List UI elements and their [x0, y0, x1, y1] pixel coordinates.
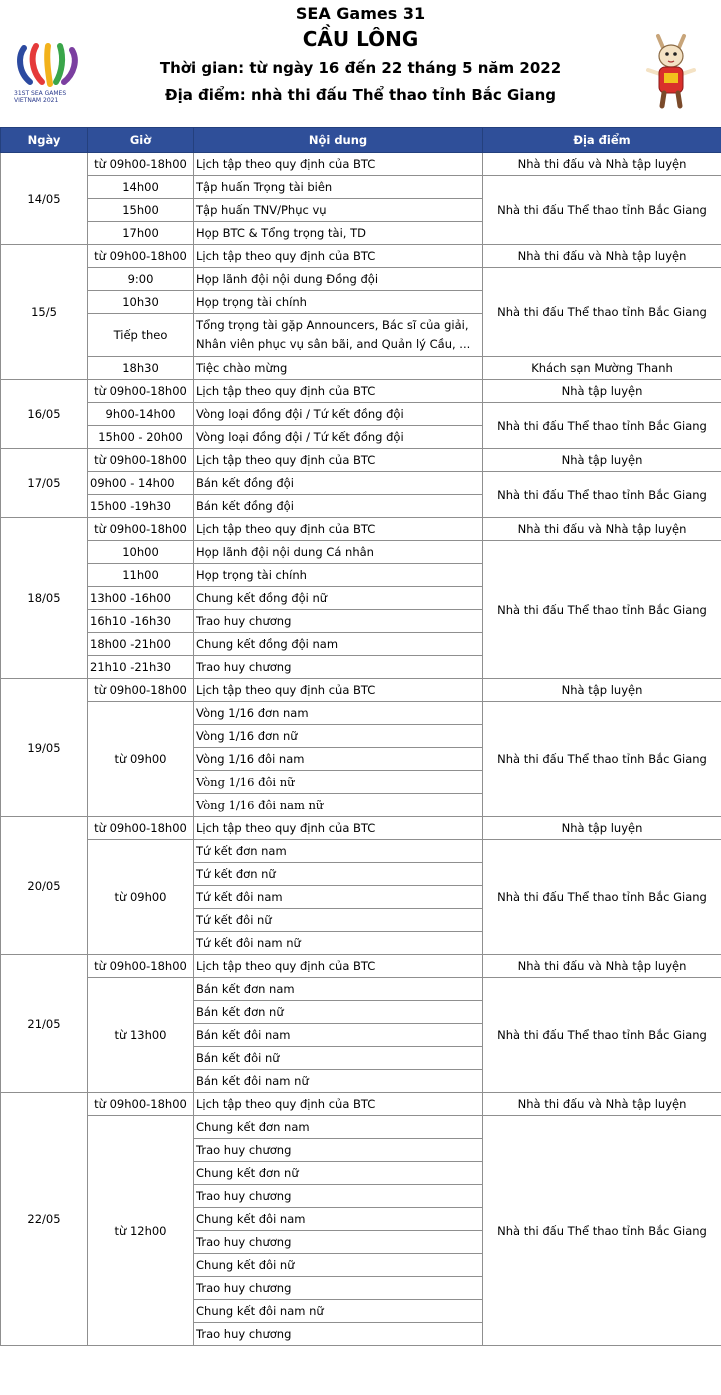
- content-cell: Chung kết đôi nữ: [194, 1254, 483, 1277]
- day-cell: 17/05: [1, 449, 88, 518]
- content-cell: Tứ kết đơn nam: [194, 840, 483, 863]
- content-cell: Chung kết đơn nữ: [194, 1162, 483, 1185]
- table-row: [1, 1116, 721, 1139]
- schedule-table: [0, 127, 721, 1346]
- event-title: SEA Games 31: [295, 4, 426, 23]
- content-cell: Trao huy chương: [194, 1323, 483, 1346]
- content-cell: Chung kết đồng đội nam: [194, 633, 483, 656]
- time-cell: từ 09h00: [88, 702, 194, 817]
- time-cell: từ 12h00: [88, 1116, 194, 1346]
- venue-cell: Nhà tập luyện: [483, 449, 721, 472]
- time-cell: từ 09h00-18h00: [88, 955, 194, 978]
- time-cell: từ 09h00-18h00: [88, 380, 194, 403]
- content-cell: Lịch tập theo quy định của BTC: [194, 245, 483, 268]
- time-cell: 18h00 -21h00: [88, 633, 194, 656]
- content-cell: Bán kết đơn nam: [194, 978, 483, 1001]
- venue-cell: Nhà thi đấu và Nhà tập luyện: [483, 1093, 721, 1116]
- day-cell: 19/05: [1, 679, 88, 817]
- sea-games-logo: [14, 42, 84, 114]
- venue-cell: Nhà thi đấu Thể thao tỉnh Bắc Giang: [483, 472, 721, 518]
- content-cell: Tứ kết đôi nam nữ: [194, 932, 483, 955]
- table-row: [1, 380, 721, 403]
- content-cell: Vòng 1/16 đơn nam: [194, 702, 483, 725]
- table-row: [1, 679, 721, 702]
- content-cell: Lịch tập theo quy định của BTC: [194, 449, 483, 472]
- time-cell: từ 09h00-18h00: [88, 817, 194, 840]
- venue-cell: Nhà thi đấu Thể thao tỉnh Bắc Giang: [483, 268, 721, 357]
- table-row: [1, 472, 721, 495]
- content-cell: Lịch tập theo quy định của BTC: [194, 955, 483, 978]
- time-cell: 9:00: [88, 268, 194, 291]
- table-row: [1, 153, 721, 176]
- content-cell: Họp lãnh đội nội dung Cá nhân: [194, 541, 483, 564]
- content-cell: Vòng loại đồng đội / Tứ kết đồng đội: [194, 403, 483, 426]
- content-cell: Tiệc chào mừng: [194, 357, 483, 380]
- time-cell: 14h00: [88, 176, 194, 199]
- time-cell: 13h00 -16h00: [88, 587, 194, 610]
- content-cell: Họp BTC & Tổng trọng tài, TD: [194, 222, 483, 245]
- table-row: [1, 403, 721, 426]
- table-row: [1, 817, 721, 840]
- sport-title: CẦU LÔNG: [302, 27, 419, 51]
- venue-cell: Khách sạn Mường Thanh: [483, 357, 721, 380]
- content-cell: Họp trọng tài chính: [194, 291, 483, 314]
- time-cell: từ 09h00: [88, 840, 194, 955]
- content-cell: Tập huấn TNV/Phục vụ: [194, 199, 483, 222]
- table-header-row: [1, 128, 721, 153]
- content-cell: Trao huy chương: [194, 1139, 483, 1162]
- time-cell: từ 09h00-18h00: [88, 245, 194, 268]
- table-row: [1, 357, 721, 380]
- time-cell: 10h00: [88, 541, 194, 564]
- content-cell: Lịch tập theo quy định của BTC: [194, 817, 483, 840]
- venue-cell: Nhà tập luyện: [483, 380, 721, 403]
- day-cell: 15/5: [1, 245, 88, 380]
- day-cell: 18/05: [1, 518, 88, 679]
- time-cell: 21h10 -21h30: [88, 656, 194, 679]
- content-cell: Trao huy chương: [194, 1277, 483, 1300]
- content-cell: Tứ kết đơn nữ: [194, 863, 483, 886]
- time-cell: Tiếp theo: [88, 314, 194, 357]
- table-row: [1, 702, 721, 725]
- table-row: [1, 518, 721, 541]
- goat-mascot-image: [640, 30, 702, 112]
- content-cell: Trao huy chương: [194, 1231, 483, 1254]
- content-cell: Lịch tập theo quy định của BTC: [194, 380, 483, 403]
- content-cell: Trao huy chương: [194, 656, 483, 679]
- venue-cell: Nhà thi đấu Thể thao tỉnh Bắc Giang: [483, 541, 721, 679]
- content-cell: Bán kết đôi nam: [194, 1024, 483, 1047]
- time-line: Thời gian: từ ngày 16 đến 22 tháng 5 năm 2022: [159, 59, 562, 77]
- time-cell: 09h00 - 14h00: [88, 472, 194, 495]
- time-cell: 11h00: [88, 564, 194, 587]
- column-header-time: Giờ: [88, 128, 194, 153]
- content-cell: Lịch tập theo quy định của BTC: [194, 679, 483, 702]
- content-cell: Vòng 1/16 đôi nữ: [194, 771, 483, 794]
- table-row: [1, 840, 721, 863]
- time-cell: 15h00: [88, 199, 194, 222]
- venue-cell: Nhà thi đấu Thể thao tỉnh Bắc Giang: [483, 840, 721, 955]
- table-row: [1, 955, 721, 978]
- content-cell: Tứ kết đôi nữ: [194, 909, 483, 932]
- content-cell: Tập huấn Trọng tài biên: [194, 176, 483, 199]
- logo-text-line-1: 31ST SEA GAMES: [14, 90, 67, 97]
- time-cell: từ 09h00-18h00: [88, 1093, 194, 1116]
- table-row: [1, 449, 721, 472]
- content-cell: Bán kết đôi nữ: [194, 1047, 483, 1070]
- time-cell: từ 09h00-18h00: [88, 518, 194, 541]
- day-cell: 22/05: [1, 1093, 88, 1346]
- day-cell: 16/05: [1, 380, 88, 449]
- time-cell: 15h00 -19h30: [88, 495, 194, 518]
- content-cell: Bán kết đồng đội: [194, 472, 483, 495]
- table-row: [1, 541, 721, 564]
- time-cell: 18h30: [88, 357, 194, 380]
- content-cell: Bán kết đôi nam nữ: [194, 1070, 483, 1093]
- time-cell: từ 13h00: [88, 978, 194, 1093]
- venue-line: Địa điểm: nhà thi đấu Thể thao tỉnh Bắc Giang: [165, 86, 556, 104]
- content-cell: Vòng loại đồng đội / Tứ kết đồng đội: [194, 426, 483, 449]
- content-cell: Bán kết đơn nữ: [194, 1001, 483, 1024]
- content-cell: Vòng 1/16 đơn nữ: [194, 725, 483, 748]
- day-cell: 14/05: [1, 153, 88, 245]
- content-cell: Họp trọng tài chính: [194, 564, 483, 587]
- content-cell: Trao huy chương: [194, 610, 483, 633]
- time-cell: 17h00: [88, 222, 194, 245]
- day-cell: 21/05: [1, 955, 88, 1093]
- table-row: [1, 978, 721, 1001]
- day-cell: 20/05: [1, 817, 88, 955]
- content-cell: Chung kết đôi nam nữ: [194, 1300, 483, 1323]
- content-cell: Họp lãnh đội nội dung Đồng đội: [194, 268, 483, 291]
- content-cell: Tổng trọng tài gặp Announcers, Bác sĩ của giải, Nhân viên phục vụ sân bãi, and Quản lý Cầu, ...: [194, 314, 483, 357]
- venue-cell: Nhà thi đấu Thể thao tỉnh Bắc Giang: [483, 702, 721, 817]
- venue-cell: Nhà thi đấu và Nhà tập luyện: [483, 955, 721, 978]
- content-cell: Chung kết đồng đội nữ: [194, 587, 483, 610]
- time-cell: 10h30: [88, 291, 194, 314]
- table-row: [1, 176, 721, 199]
- content-cell: Chung kết đôi nam: [194, 1208, 483, 1231]
- venue-cell: Nhà thi đấu và Nhà tập luyện: [483, 245, 721, 268]
- venue-cell: Nhà thi đấu Thể thao tỉnh Bắc Giang: [483, 978, 721, 1093]
- content-cell: Lịch tập theo quy định của BTC: [194, 1093, 483, 1116]
- logo-text-line-2: VIETNAM 2021: [14, 97, 59, 104]
- column-header-venue: Địa điểm: [483, 128, 721, 153]
- table-row: [1, 268, 721, 291]
- venue-cell: Nhà thi đấu Thể thao tỉnh Bắc Giang: [483, 176, 721, 245]
- time-cell: từ 09h00-18h00: [88, 449, 194, 472]
- table-row: [1, 1093, 721, 1116]
- venue-cell: Nhà thi đấu và Nhà tập luyện: [483, 153, 721, 176]
- time-cell: 16h10 -16h30: [88, 610, 194, 633]
- time-cell: 15h00 - 20h00: [88, 426, 194, 449]
- content-cell: Vòng 1/16 đôi nam nữ: [194, 794, 483, 817]
- venue-cell: Nhà thi đấu Thể thao tỉnh Bắc Giang: [483, 1116, 721, 1346]
- content-cell: Tứ kết đôi nam: [194, 886, 483, 909]
- venue-cell: Nhà thi đấu và Nhà tập luyện: [483, 518, 721, 541]
- venue-cell: Nhà thi đấu Thể thao tỉnh Bắc Giang: [483, 403, 721, 449]
- column-header-content: Nội dung: [194, 128, 483, 153]
- column-header-day: Ngày: [1, 128, 88, 153]
- document-header: [0, 0, 721, 126]
- content-cell: Lịch tập theo quy định của BTC: [194, 153, 483, 176]
- content-cell: Bán kết đồng đội: [194, 495, 483, 518]
- content-cell: Trao huy chương: [194, 1185, 483, 1208]
- venue-cell: Nhà tập luyện: [483, 817, 721, 840]
- time-cell: 9h00-14h00: [88, 403, 194, 426]
- content-cell: Lịch tập theo quy định của BTC: [194, 518, 483, 541]
- content-cell: Chung kết đơn nam: [194, 1116, 483, 1139]
- time-cell: từ 09h00-18h00: [88, 153, 194, 176]
- time-cell: từ 09h00-18h00: [88, 679, 194, 702]
- venue-cell: Nhà tập luyện: [483, 679, 721, 702]
- content-cell: Vòng 1/16 đôi nam: [194, 748, 483, 771]
- table-row: [1, 245, 721, 268]
